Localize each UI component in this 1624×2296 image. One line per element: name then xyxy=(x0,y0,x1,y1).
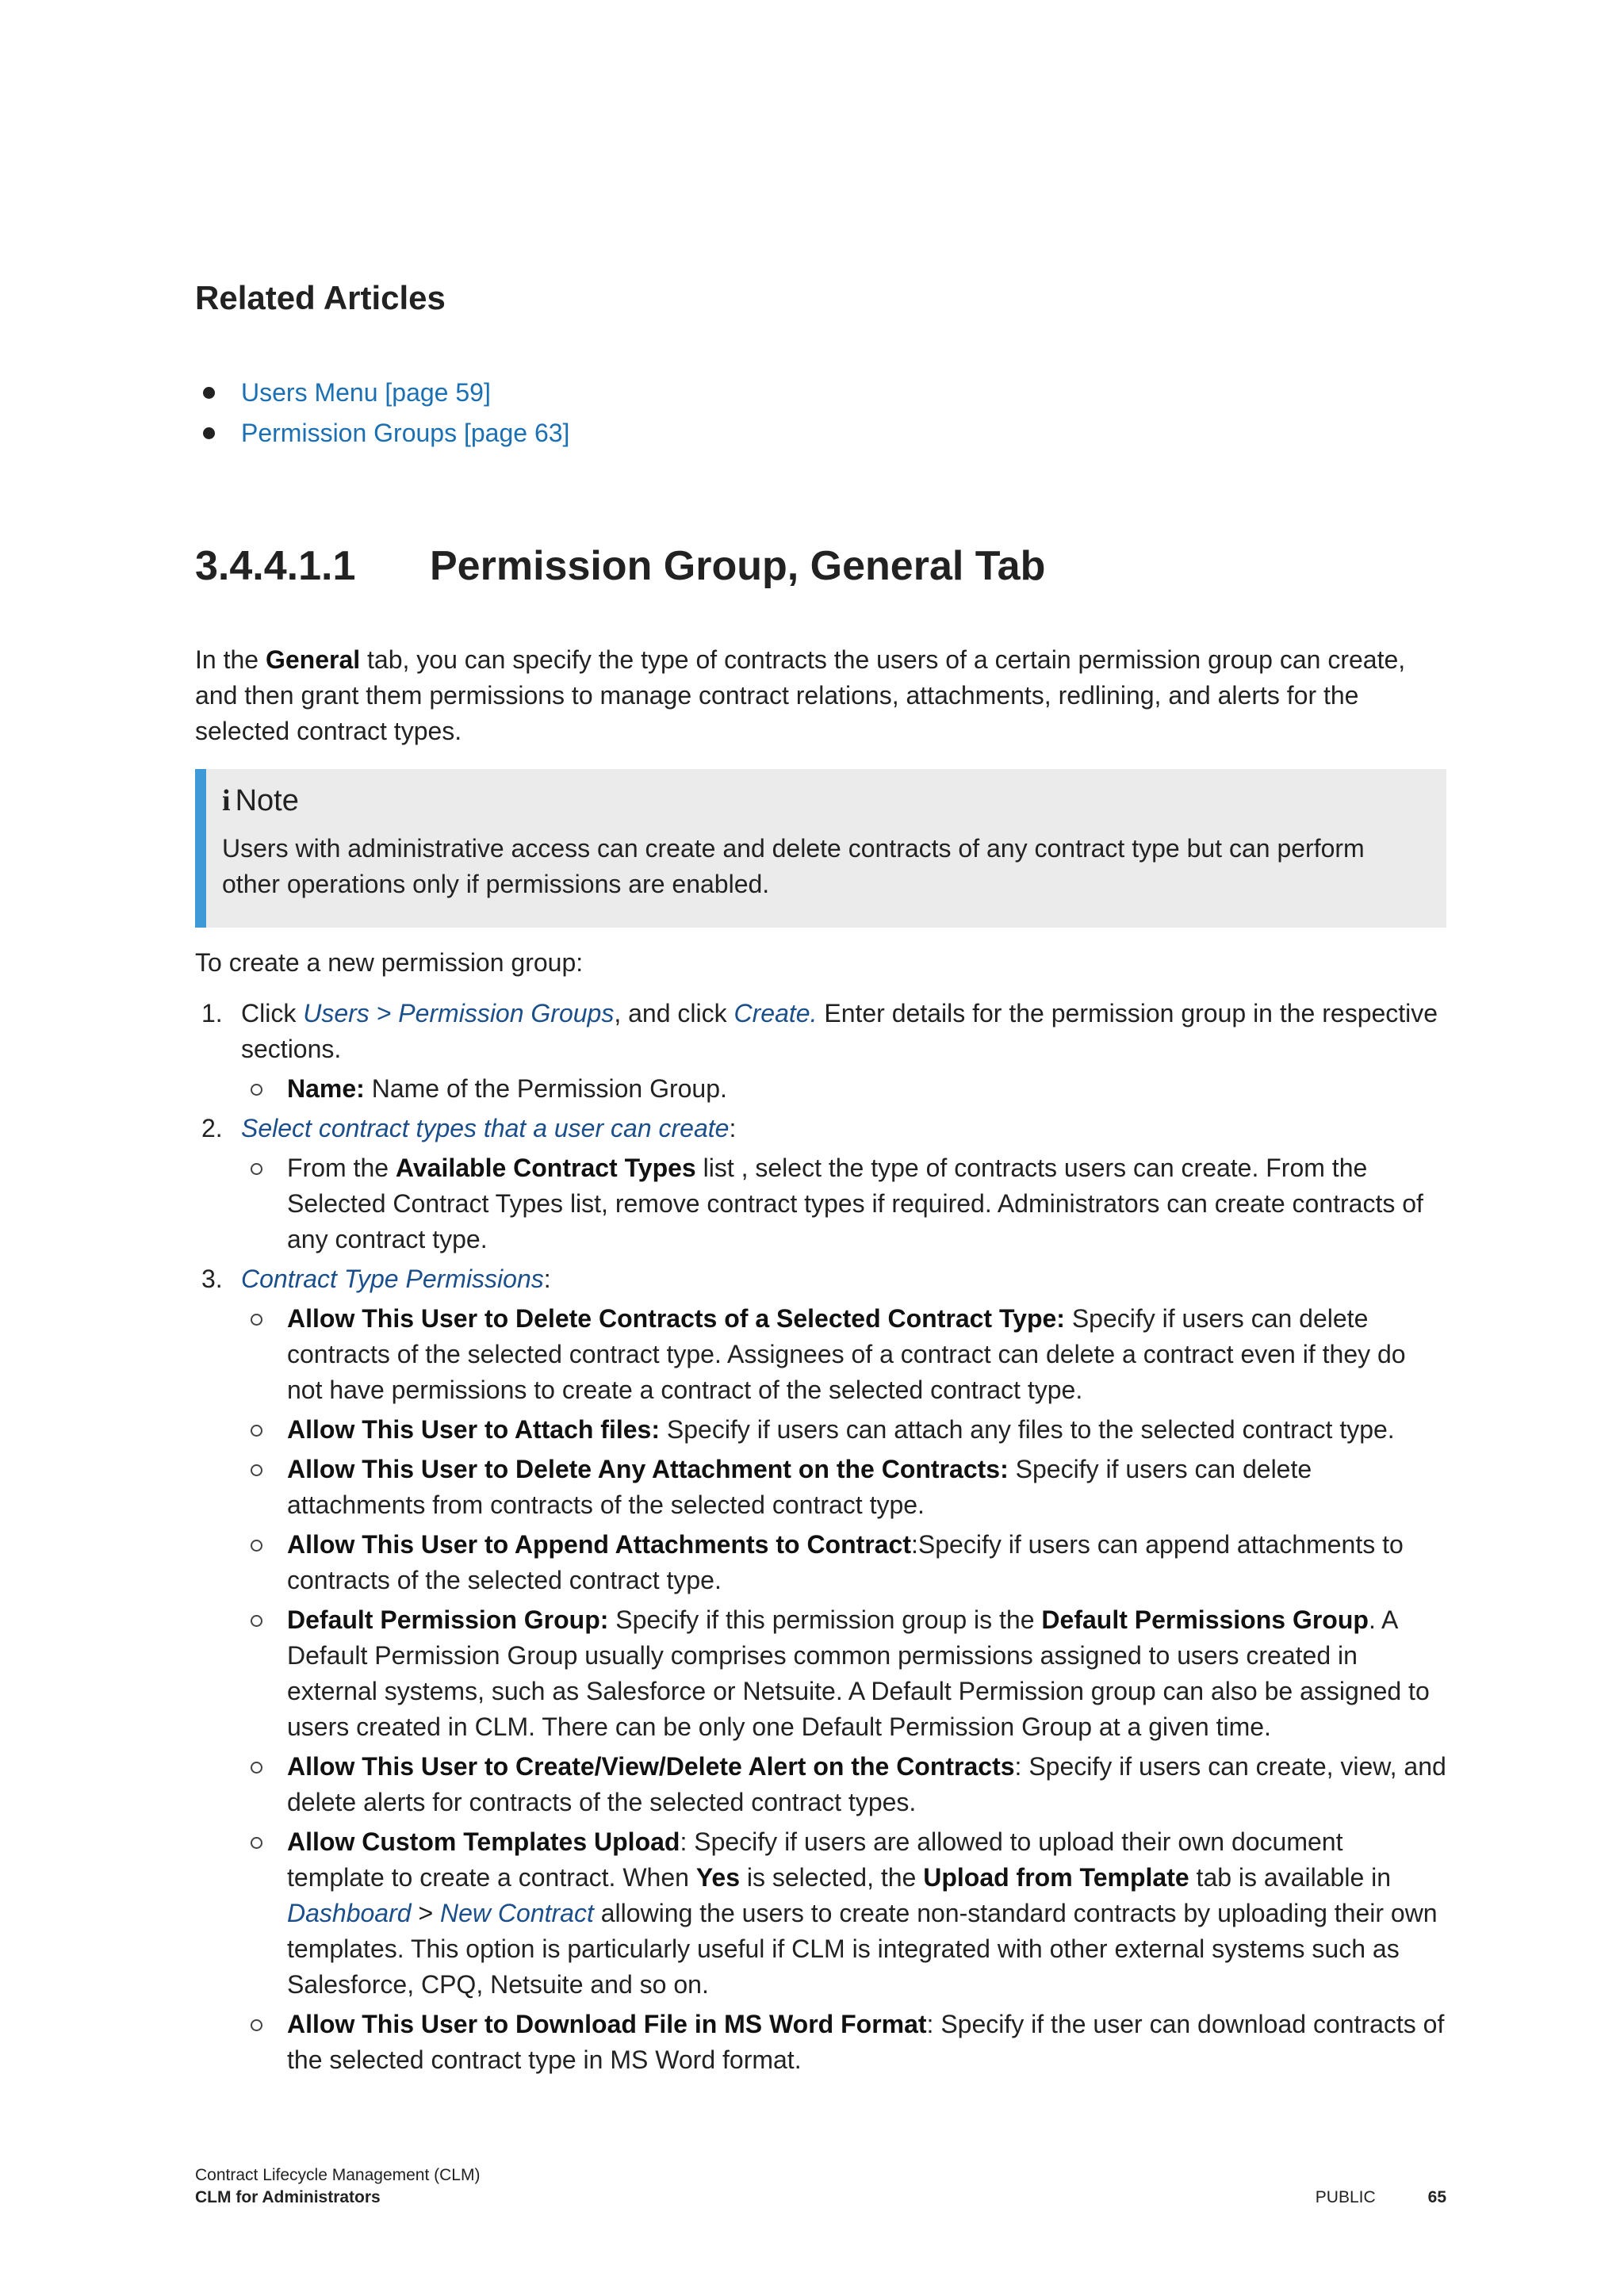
item-bold: Default Permissions Group xyxy=(1041,1605,1369,1634)
field-label: Name: xyxy=(287,1074,365,1103)
step-text: : xyxy=(729,1114,737,1142)
item-text: allowing the users to create non-standard contracts by uploading their own templates. This option is particularly useful if CLM is integrated with other external systems such as Salesforce, CPQ, Netsuite and so on. xyxy=(287,1899,1438,1999)
list-item xyxy=(241,1527,1446,1598)
list-item xyxy=(241,1452,1446,1523)
item-text: list , select the type of contracts users can create. From the Selected Contract Types list, remove contract types if required. Administrators can create contracts of any contract type. xyxy=(287,1154,1423,1253)
item-bold: Upload from Template xyxy=(923,1863,1189,1892)
item-text: tab is available in xyxy=(1189,1863,1392,1892)
item-text: > xyxy=(411,1899,441,1927)
step-3 xyxy=(195,1261,1446,2078)
item-text: Specify if users can delete contracts of the selected contract type. Assignees of a contract can delete a contract even if they do not have permissions to create a contract of the selected contract type. xyxy=(287,1304,1406,1404)
link-users-menu[interactable]: Users Menu [page 59] xyxy=(241,378,491,407)
info-icon: i xyxy=(222,784,231,817)
section-number: 3.4.4.1.1 xyxy=(195,543,356,589)
step-2 xyxy=(195,1111,1446,1257)
item-text: Specify if users can attach any files to the selected contract type. xyxy=(659,1415,1395,1444)
sub-list xyxy=(241,1071,1446,1107)
section-heading xyxy=(195,542,1045,590)
list-item xyxy=(241,1071,1446,1107)
footer-classification: PUBLIC xyxy=(1315,2188,1376,2206)
item-text: From the xyxy=(287,1154,396,1182)
note-header xyxy=(222,780,1423,821)
step-number: 1. xyxy=(201,999,223,1027)
footer-guide: CLM for Administrators xyxy=(195,2188,381,2206)
related-articles-heading: Related Articles xyxy=(195,279,446,316)
item-text: : Specify if users are allowed to upload their own document template to create a contract. When xyxy=(287,1827,1343,1892)
step-number: 2. xyxy=(201,1114,223,1142)
note-box xyxy=(195,769,1446,928)
list-item xyxy=(241,1749,1446,1820)
nav-path: Contract Type Permissions xyxy=(241,1265,544,1293)
item-text: :Specify if users can append attachments to contracts of the selected contract type. xyxy=(287,1530,1404,1594)
step-number: 3. xyxy=(201,1265,223,1293)
item-text: : Specify if the user can download contracts of the selected contract type in MS Word format. xyxy=(287,2010,1445,2074)
nav-path: Create. xyxy=(733,999,818,1027)
item-bold: Allow This User to Download File in MS Word Format xyxy=(287,2010,927,2038)
item-bold: Yes xyxy=(695,1863,740,1892)
item-bold: Allow Custom Templates Upload xyxy=(287,1827,680,1856)
item-bold: Allow This User to Create/View/Delete Alert on the Contracts xyxy=(287,1752,1015,1781)
item-bold: Allow This User to Delete Any Attachment on the Contracts: xyxy=(287,1455,1009,1483)
list-item xyxy=(241,1412,1446,1448)
nav-path: New Contract xyxy=(440,1899,594,1927)
procedure-intro: To create a new permission group: xyxy=(195,948,584,977)
link-permission-groups[interactable]: Permission Groups [page 63] xyxy=(241,419,570,447)
section-title: Permission Group, General Tab xyxy=(430,543,1046,589)
step-text: : xyxy=(543,1265,551,1293)
nav-path: Dashboard xyxy=(287,1899,412,1927)
list-item xyxy=(195,413,569,453)
sub-list xyxy=(241,1150,1446,1257)
list-item xyxy=(241,2007,1446,2078)
list-item xyxy=(241,1824,1446,2003)
item-bold: Allow This User to Attach files: xyxy=(287,1415,660,1444)
intro-paragraph xyxy=(195,642,1446,749)
step-text: , and click xyxy=(614,999,734,1027)
intro-bold: General xyxy=(265,645,361,674)
list-item xyxy=(241,1301,1446,1408)
item-text: Specify if users can delete attachments from contracts of the selected contract type. xyxy=(287,1455,1312,1519)
item-bold: Default Permission Group: xyxy=(287,1605,609,1634)
item-text: . A Default Permission Group usually comprises common permissions assigned to users created in external systems, such as Salesforce or Netsuite. A Default Permission group can also be assigned to users created in CLM. There can be only one Default Permission Group at a given time. xyxy=(287,1605,1430,1741)
footer-product: Contract Lifecycle Management (CLM) xyxy=(195,2166,481,2184)
sub-list xyxy=(241,1301,1446,2078)
item-bold: Allow This User to Append Attachments to Contract xyxy=(287,1530,911,1559)
item-bold: Allow This User to Delete Contracts of a Selected Contract Type: xyxy=(287,1304,1065,1333)
list-item xyxy=(241,1602,1446,1745)
page-number: 65 xyxy=(1427,2188,1446,2206)
note-title: Note xyxy=(235,784,299,817)
step-1 xyxy=(195,996,1446,1107)
step-text: Enter details for the permission group in the respective sections. xyxy=(241,999,1438,1063)
intro-text: In the xyxy=(195,645,266,674)
procedure-steps xyxy=(195,996,1446,2082)
list-item xyxy=(241,1150,1446,1257)
item-text: Specify if this permission group is the xyxy=(608,1605,1042,1634)
item-bold: Available Contract Types xyxy=(395,1154,696,1182)
related-articles-list xyxy=(195,373,569,453)
field-text: Name of the Permission Group. xyxy=(364,1074,727,1103)
footer-page-info xyxy=(1316,2187,1446,2209)
intro-text: tab, you can specify the type of contracts the users of a certain permission group can create, and then grant them permissions to manage contract relations, attachments, redlining, and alerts for the selected contract types. xyxy=(195,645,1406,745)
list-item xyxy=(195,373,569,413)
step-text: Click xyxy=(241,999,304,1027)
note-body: Users with administrative access can create and delete contracts of any contract type but can perform other operations only if permissions are enabled. xyxy=(222,834,1365,898)
nav-path: Users > Permission Groups xyxy=(303,999,615,1027)
footer-doc-info xyxy=(195,2164,480,2209)
nav-path: Select contract types that a user can create xyxy=(241,1114,730,1142)
item-text: : Specify if users can create, view, and delete alerts for contracts of the selected contract types. xyxy=(287,1752,1446,1816)
item-text: is selected, the xyxy=(739,1863,924,1892)
